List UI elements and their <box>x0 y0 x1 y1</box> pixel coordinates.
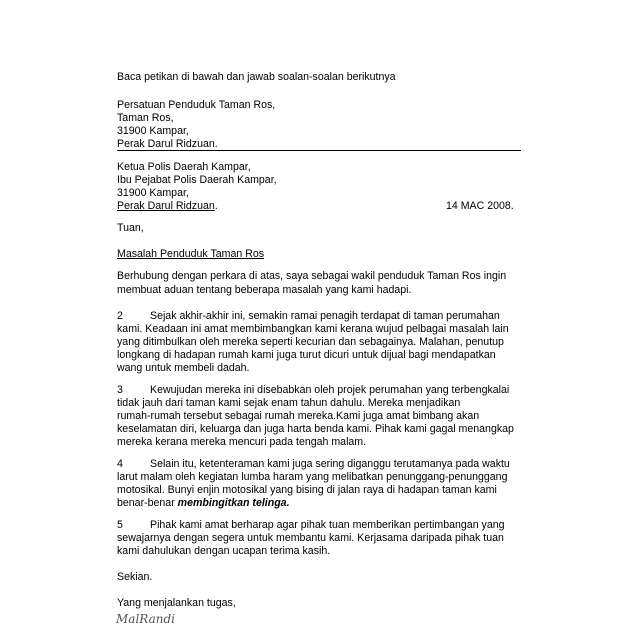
signature: MalRandi <box>116 612 175 626</box>
paragraph-4-line: larut malam oleh kegiatan lumba haram yang melibatkan penunggang-penunggang <box>117 471 508 483</box>
letter-subject: Masalah Penduduk Taman Ros <box>117 248 265 260</box>
paragraph-5-line: Pihak kami amat berharap agar pihak tuan memberikan pertimbangan yang <box>150 519 505 531</box>
paragraph-4-line: motosikal. Bunyi enjin motosikal yang bising di jalan raya di hadapan taman kami <box>117 484 497 496</box>
paragraph-2-line: wang untuk membeli dadah. <box>117 362 250 374</box>
paragraph-5-first-line <box>117 519 505 532</box>
paragraph-2-line: kami. Keadaan ini amat membimbangkan kami kerana wujud pelbagai masalah lain <box>117 323 509 335</box>
paragraph-1-line: Berhubung dengan perkara di atas, saya sebagai wakil penduduk Taman Ros ingin <box>117 270 507 282</box>
paragraph-number: 3 <box>117 384 123 396</box>
address-divider <box>117 150 521 151</box>
paragraph-2-line: longkang di hadapan rumah kami juga turut dicuri untuk dijual bagi mendapatkan <box>117 349 496 361</box>
paragraph-2-first-line <box>117 310 500 323</box>
paragraph-3-line: keselamatan diri, keluarga dan juga harta benda kami. Pihak kami gagal menangkap <box>117 423 514 435</box>
closing: Sekian. <box>117 571 153 583</box>
recipient-state: Perak Darul Ridzuan <box>117 200 215 212</box>
paragraph-4-first-line <box>117 458 510 471</box>
paragraph-3-line: tidak jauh dari taman kami sejak enam tahun dahulu. Mereka menjadikan <box>117 397 461 409</box>
paragraph-4-line: benar-benar <box>117 497 178 509</box>
recipient-address-line-last <box>117 200 218 213</box>
paragraph-4-line: Selain itu, ketenteraman kami juga sering diganggu terutamanya pada waktu <box>150 458 510 470</box>
sender-address-line: 31900 Kampar, <box>117 125 189 137</box>
sender-address-line: Perak Darul Ridzuan. <box>117 138 218 150</box>
sender-address-line: Persatuan Penduduk Taman Ros, <box>117 99 276 111</box>
emphasized-phrase: membingitkan telinga. <box>177 497 290 509</box>
paragraph-5-line: kami dahulukan dengan ucapan terima kasih. <box>117 545 331 557</box>
paragraph-4-last-line <box>117 497 290 510</box>
recipient-address-line: 31900 Kampar, <box>117 187 189 199</box>
paragraph-5-line: sewajarnya dengan segera untuk membantu kami. Kerjasama daripada pihak tuan <box>117 532 504 544</box>
salutation: Tuan, <box>117 222 144 234</box>
sender-address-line: Taman Ros, <box>117 112 174 124</box>
recipient-state-period: . <box>214 200 218 212</box>
paragraph-number: 4 <box>117 458 123 470</box>
paragraph-3-line: Kewujudan mereka ini disebabkan oleh projek perumahan yang terbengkalai <box>150 384 510 396</box>
letter-date: 14 MAC 2008. <box>446 200 514 212</box>
paragraph-3-first-line <box>117 384 509 397</box>
paragraph-1-line: membuat aduan tentang beberapa masalah yang kami hadapi. <box>117 284 412 296</box>
paragraph-2-line: Sejak akhir-akhir ini, semakin ramai penagih terdapat di taman perumahan <box>150 310 500 322</box>
paragraph-number: 2 <box>117 310 123 322</box>
sign-off: Yang menjalankan tugas, <box>117 597 236 609</box>
paragraph-3-line: rumah-rumah tersebut sebagai rumah mereka.Kami juga amat bimbang akan <box>117 410 480 422</box>
paragraph-2-line: yang ditimbulkan oleh mereka seperti kecurian dan sebagainya. Malahan, penutup <box>117 336 504 348</box>
paragraph-number: 5 <box>117 519 123 531</box>
instruction-text: Baca petikan di bawah dan jawab soalan-soalan berikutnya <box>117 71 396 83</box>
recipient-address-line: Ibu Pejabat Polis Daerah Kampar, <box>117 174 277 186</box>
recipient-address-line: Ketua Polis Daerah Kampar, <box>117 161 251 173</box>
paragraph-3-line: mereka kerana mereka mencuri pada tengah malam. <box>117 436 367 448</box>
